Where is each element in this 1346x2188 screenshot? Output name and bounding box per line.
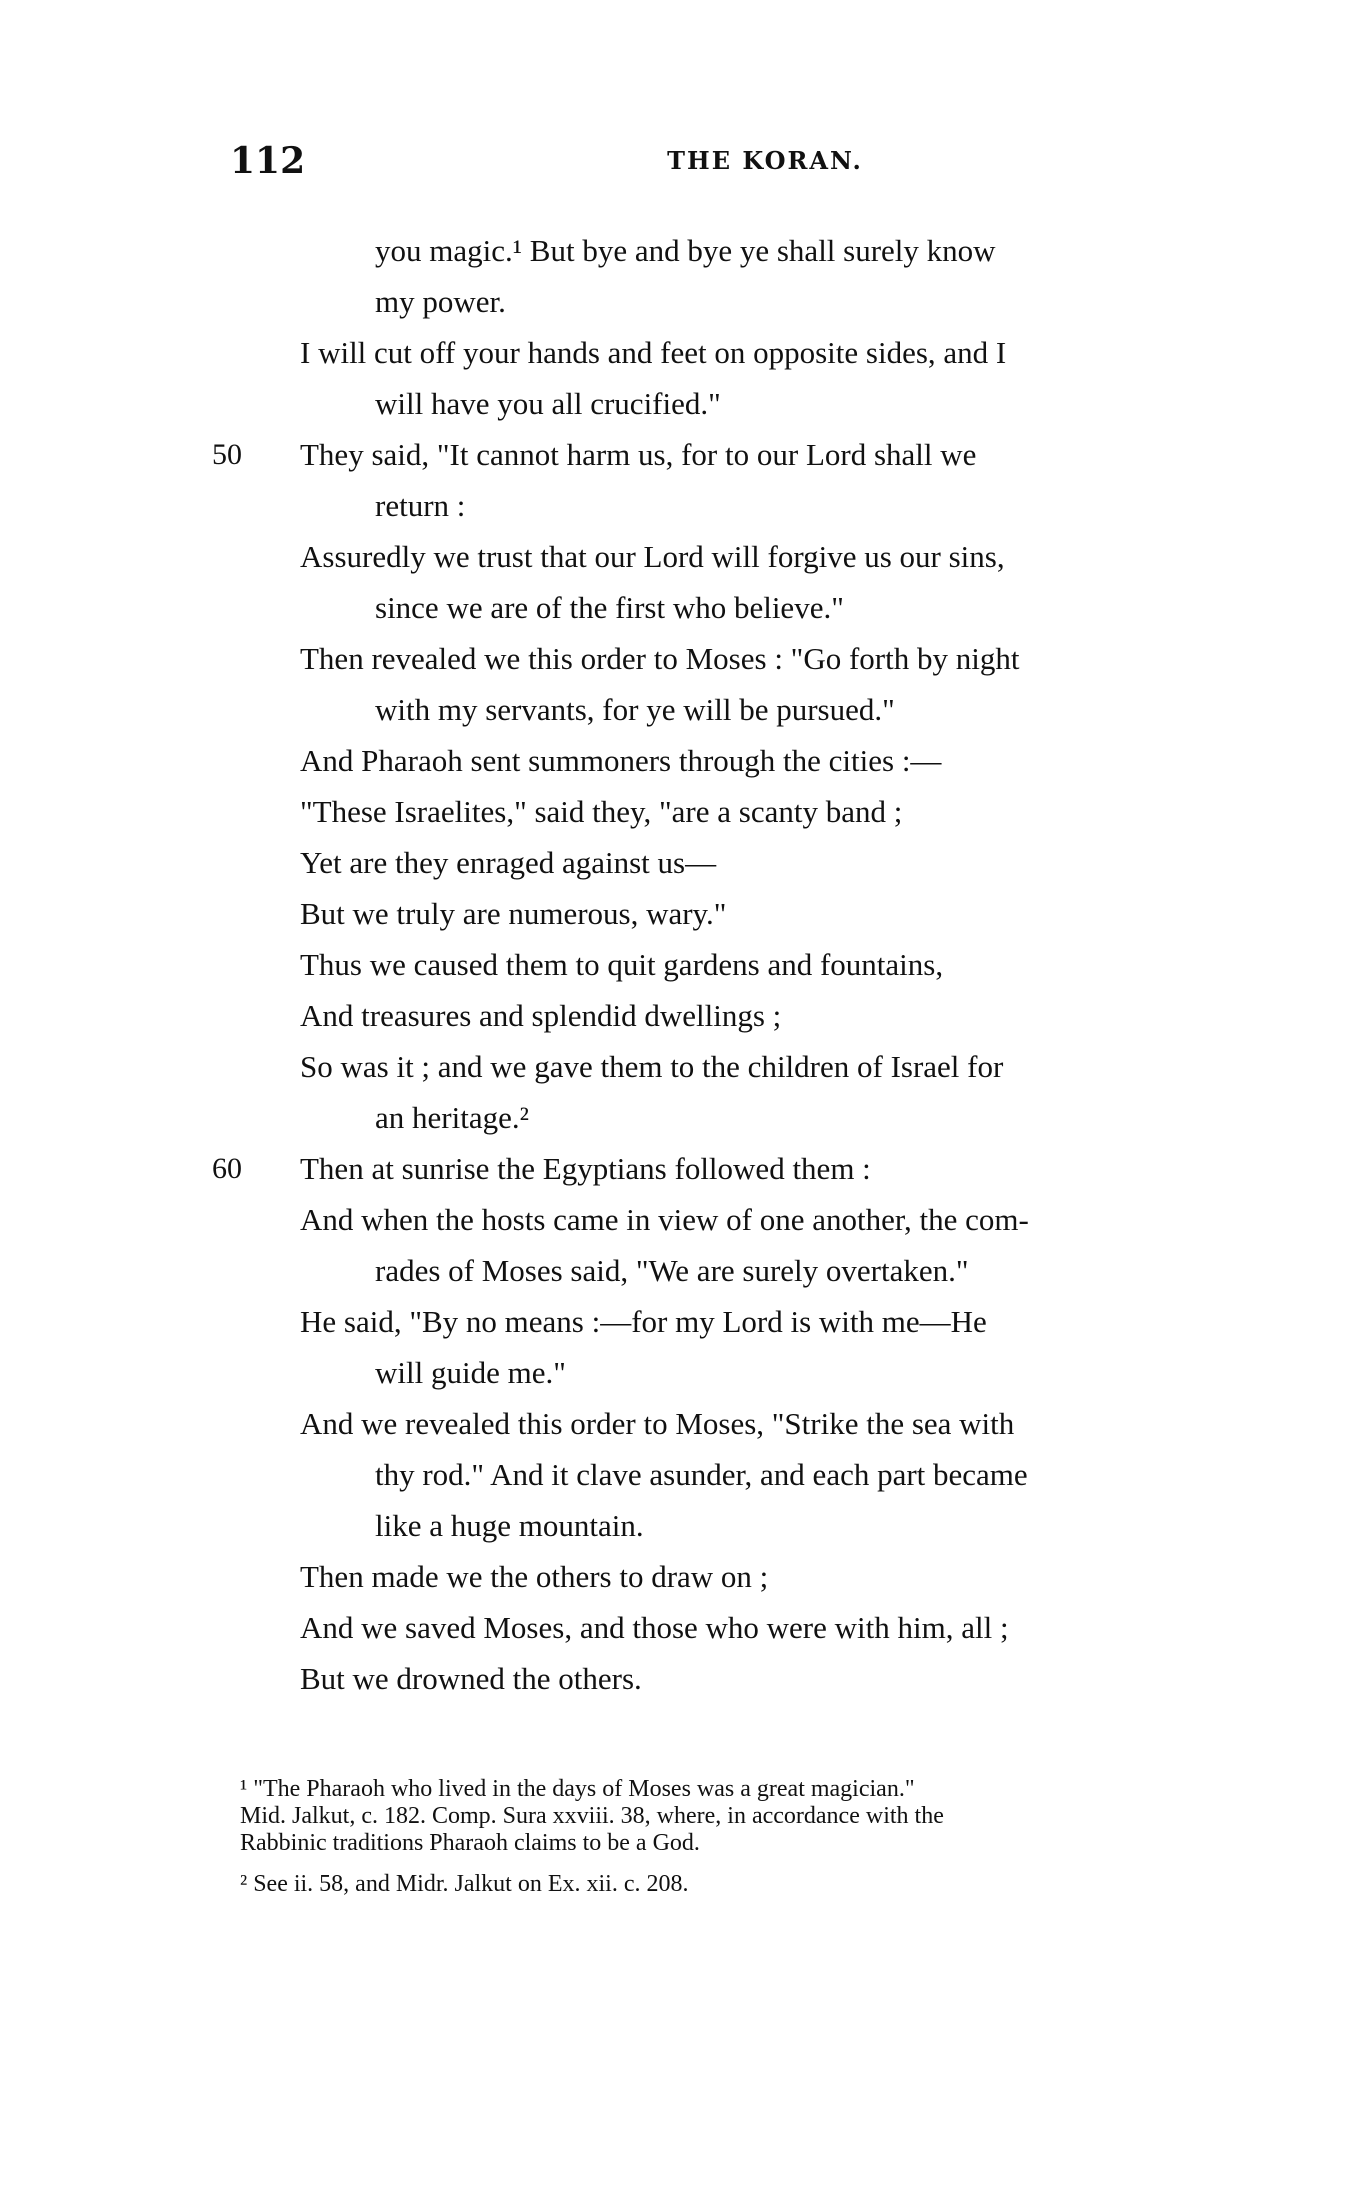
verse-text: They said, "It cannot harm us, for to our Lord shall we [300, 437, 977, 472]
running-title: THE KORAN. [667, 146, 863, 175]
verse-text: will guide me." [375, 1355, 566, 1390]
verse-line [0, 1092, 1346, 1143]
footnote-spacer [240, 1857, 1310, 1871]
verse-line [0, 684, 1346, 735]
footnote-line: ¹ "The Pharaoh who lived in the days of Moses was a great magician." [240, 1776, 915, 1802]
verse-line [0, 480, 1346, 531]
footnotes [240, 1776, 1310, 1898]
verse-number: 60 [212, 1152, 242, 1185]
verse-line [0, 1551, 1346, 1602]
verse-text: And treasures and splendid dwellings ; [300, 998, 782, 1033]
verse-text: Then revealed we this order to Moses : "Go forth by night [300, 641, 1020, 676]
verse-line [0, 1398, 1346, 1449]
verse-text: So was it ; and we gave them to the children of Israel for [300, 1049, 1004, 1084]
verse-text: like a huge mountain. [375, 1508, 644, 1543]
verse-text: Yet are they enraged against us— [300, 845, 717, 880]
verse-text: Then at sunrise the Egyptians followed them : [300, 1151, 871, 1186]
footnote-line: Rabbinic traditions Pharaoh claims to be a God. [240, 1830, 700, 1856]
verse-text: And Pharaoh sent summoners through the cities :— [300, 743, 942, 778]
footnote-line: Mid. Jalkut, c. 182. Comp. Sura xxviii. 38, where, in accordance with the [240, 1803, 944, 1829]
verse-line [0, 1500, 1346, 1551]
verse-text: thy rod." And it clave asunder, and each part became [375, 1457, 1028, 1492]
verse-text: Then made we the others to draw on ; [300, 1559, 769, 1594]
verse-line [0, 1602, 1346, 1653]
verse-text: with my servants, for ye will be pursued." [375, 692, 895, 727]
verse-text: And we saved Moses, and those who were with him, all ; [300, 1610, 1009, 1645]
page-number: 112 [230, 140, 306, 182]
verse-line [0, 378, 1346, 429]
footnote-line: ² See ii. 58, and Midr. Jalkut on Ex. xii. c. 208. [240, 1871, 689, 1897]
verse-text: But we truly are numerous, wary." [300, 896, 727, 931]
verse-text: He said, "By no means :—for my Lord is with me—He [300, 1304, 987, 1339]
verse-text: I will cut off your hands and feet on opposite sides, and I [300, 335, 1007, 370]
verse-line [0, 837, 1346, 888]
verse-line [0, 327, 1346, 378]
verse-line [0, 582, 1346, 633]
verse-text: And we revealed this order to Moses, "Strike the sea with [300, 1406, 1015, 1441]
verse-line [0, 429, 1346, 480]
verse-text: "These Israelites," said they, "are a scanty band ; [300, 794, 903, 829]
verse-text: my power. [375, 284, 506, 319]
verse-number: 50 [212, 438, 242, 471]
verse-text: since we are of the first who believe." [375, 590, 844, 625]
verse-line [0, 1143, 1346, 1194]
verse-text: return : [375, 488, 466, 523]
verse-line [0, 276, 1346, 327]
verse-line [0, 1041, 1346, 1092]
verse-block [0, 225, 1346, 1704]
verse-text: But we drowned the others. [300, 1661, 642, 1696]
verse-text: will have you all crucified." [375, 386, 721, 421]
verse-line [0, 225, 1346, 276]
verse-text: And when the hosts came in view of one another, the com- [300, 1202, 1029, 1237]
verse-text: you magic.¹ But bye and bye ye shall surely know [375, 233, 996, 268]
verse-line [0, 1347, 1346, 1398]
verse-text: Thus we caused them to quit gardens and fountains, [300, 947, 944, 982]
verse-line [0, 888, 1346, 939]
verse-line [0, 1194, 1346, 1245]
verse-text: Assuredly we trust that our Lord will forgive us our sins, [300, 539, 1005, 574]
verse-line [0, 1245, 1346, 1296]
verse-line [0, 786, 1346, 837]
verse-line [0, 1653, 1346, 1704]
verse-line [0, 735, 1346, 786]
verse-line [0, 1449, 1346, 1500]
verse-text: rades of Moses said, "We are surely overtaken." [375, 1253, 969, 1288]
verse-line [0, 990, 1346, 1041]
verse-line [0, 939, 1346, 990]
page-header [230, 140, 1300, 180]
verse-line [0, 1296, 1346, 1347]
verse-text: an heritage.² [375, 1100, 529, 1135]
verse-line [0, 633, 1346, 684]
verse-line [0, 531, 1346, 582]
